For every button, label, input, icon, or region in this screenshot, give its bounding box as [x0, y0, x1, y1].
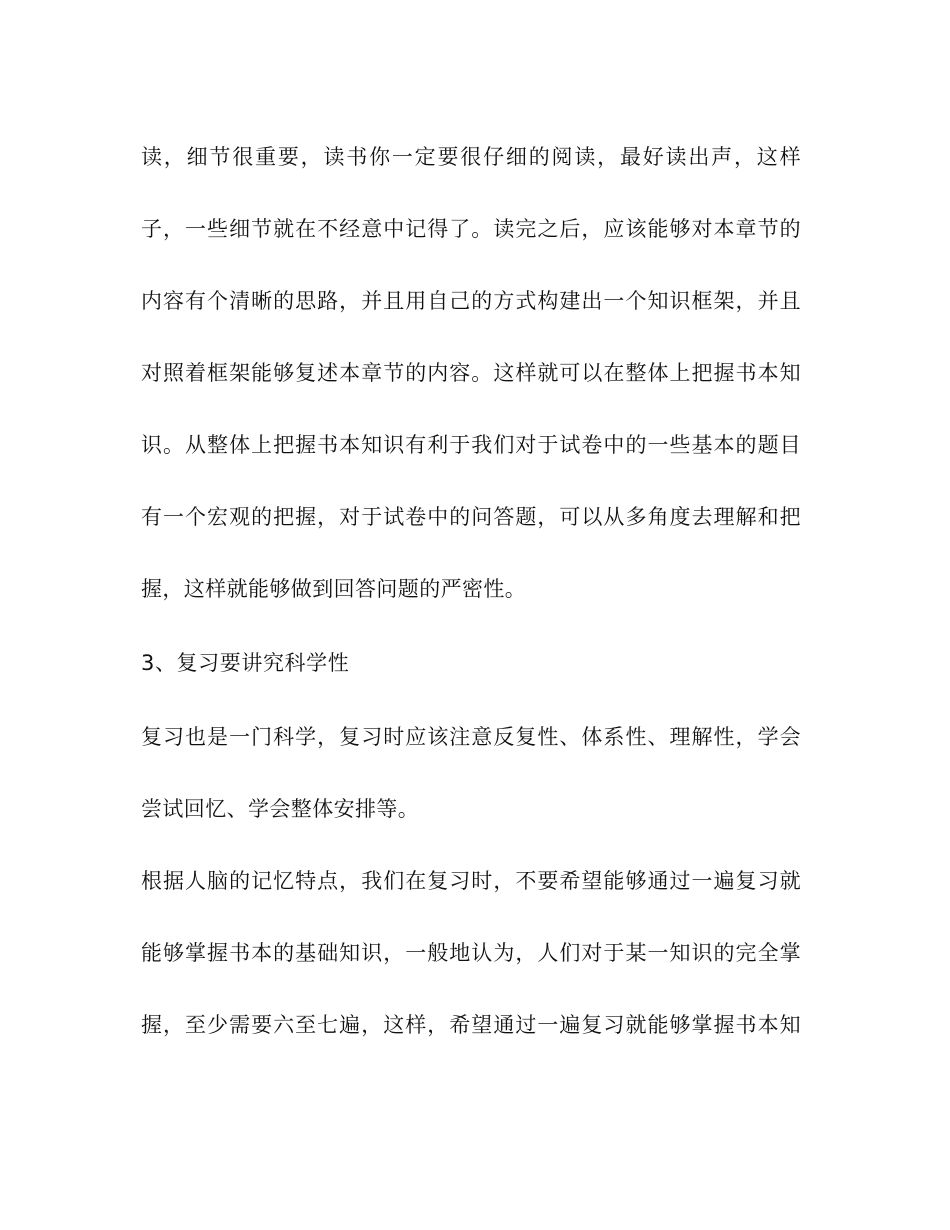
paragraph-1-line-3: 内容有个清晰的思路，并且用自己的方式构建出一个知识框架，并且 [141, 289, 801, 313]
paragraph-1-line-6: 有一个宏观的把握，对于试卷中的问答题，可以从多角度去理解和把 [141, 505, 801, 529]
paragraph-1-line-1: 读，细节很重要，读书你一定要很仔细的阅读，最好读出声，这样 [141, 145, 801, 169]
paragraph-2-line-2: 尝试回忆、学会整体安排等。 [141, 797, 420, 821]
paragraph-1-line-5: 识。从整体上把握书本知识有利于我们对于试卷中的一些基本的题目 [141, 433, 801, 457]
paragraph-1-line-2: 子，一些细节就在不经意中记得了。读完之后，应该能够对本章节的 [141, 217, 801, 241]
paragraph-3-line-2: 能够掌握书本的基础知识，一般地认为，人们对于某一知识的完全掌 [141, 941, 801, 965]
paragraph-1-line-4: 对照着框架能够复述本章节的内容。这样就可以在整体上把握书本知 [141, 361, 801, 385]
paragraph-3-line-3: 握，至少需要六至七遍，这样，希望通过一遍复习就能够掌握书本知 [141, 1013, 801, 1037]
paragraph-2-line-1: 复习也是一门科学，复习时应该注意反复性、体系性、理解性，学会 [141, 725, 801, 749]
paragraph-1-line-7: 握，这样就能够做到回答问题的严密性。 [141, 577, 527, 601]
section-heading: 3、复习要讲究科学性 [141, 651, 350, 675]
paragraph-3-line-1: 根据人脑的记忆特点，我们在复习时，不要希望能够通过一遍复习就 [141, 869, 801, 893]
